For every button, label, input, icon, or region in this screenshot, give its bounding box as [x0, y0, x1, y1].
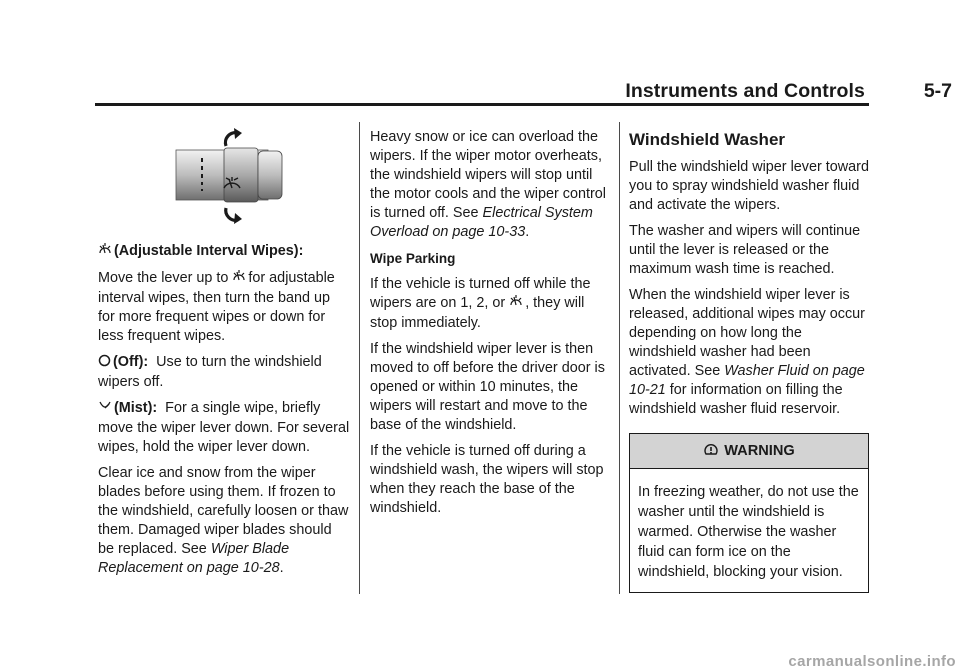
- interval-wiper-icon: [509, 294, 523, 314]
- adjustable-interval-paragraph: [98, 242, 350, 262]
- restart-paragraph: If the windshield wiper lever is then moved to off before the driver door is opened or within 10 minutes, the wipers will restart and move to the base of the windshield.: [370, 341, 605, 433]
- washer-paragraph-2: The washer and wipers will continue until the lever is released or the maximum wash time is reached.: [629, 223, 861, 277]
- header-rule: [95, 103, 869, 106]
- page-header: [0, 0, 960, 110]
- clear-ice-text: Clear ice and snow from the wiper blades before using them. If frozen to the windshield, carefully loosen or thaw them. Damaged wiper blades should be replaced. See: [98, 465, 349, 557]
- washer-paragraph-3-text: When the windshield wiper lever is released, additional wipes may occur depending on how long the windshield washer had been activated. See: [629, 287, 865, 379]
- mist-text: For a single wipe, briefly move the wiper lever down. For several wipes, hold the wiper lever down.: [98, 400, 350, 455]
- column-1: [98, 128, 350, 585]
- adjustable-text-start: Move the lever up to: [98, 270, 229, 286]
- off-label: (Off):: [113, 354, 149, 370]
- wipe-parking-text-start: If the vehicle is turned off while the wipers are on 1, 2, or: [370, 276, 591, 311]
- warning-header: [630, 434, 868, 469]
- interval-wiper-icon: [232, 269, 246, 289]
- column-3: [629, 128, 873, 593]
- mist-paragraph: [98, 399, 350, 457]
- off-paragraph: [98, 353, 350, 392]
- rotate-up-arrow-icon: [225, 128, 242, 146]
- washer-fluid-link[interactable]: Washer Fluid on page 10-21: [629, 363, 865, 398]
- warning-box: [629, 433, 869, 593]
- column-divider-1: [359, 122, 360, 594]
- column-divider-2: [619, 122, 620, 594]
- off-circle-icon: [98, 354, 111, 373]
- wash-off-paragraph: If the vehicle is turned off during a windshield wash, the wipers will stop when they reach the base of the windshield.: [370, 443, 604, 516]
- washer-paragraph-3: [629, 286, 873, 419]
- adjustable-text-end: for adjustable interval wipes, then turn the band up for more frequent wipes or down for less frequent wipes.: [98, 270, 335, 344]
- washer-paragraph-3-end: for information on filling the windshield washer fluid reservoir.: [629, 382, 843, 417]
- windshield-washer-heading: Windshield Washer: [629, 130, 786, 149]
- washer-paragraph-1: Pull the windshield wiper lever toward you to spray windshield washer fluid and activate the wipers.: [629, 159, 869, 213]
- wipe-parking-text-end: , they will stop immediately.: [370, 295, 585, 331]
- warning-text: In freezing weather, do not use the washer until the windshield is warmed. Otherwise the washer fluid can form ice on the windshield, blocking your vision.: [638, 484, 859, 580]
- mist-icon: [98, 399, 112, 419]
- wipe-parking-paragraph: [370, 275, 610, 333]
- rotate-down-arrow-icon: [226, 208, 242, 224]
- page-number: 5-7: [923, 80, 952, 102]
- wiper-blade-link[interactable]: Wiper Blade Replacement on page 10-28: [98, 541, 290, 576]
- wiper-lever-illustration: [98, 128, 350, 232]
- warning-icon: [703, 443, 719, 459]
- interval-wiper-icon: [98, 242, 112, 262]
- section-title: Instruments and Controls: [625, 80, 865, 102]
- off-text: Use to turn the windshield wipers off.: [98, 354, 322, 390]
- overload-end: .: [525, 224, 530, 240]
- electrical-overload-link[interactable]: Electrical System Overload on page 10-33: [370, 205, 593, 240]
- overload-text: Heavy snow or ice can overload the wipers. If the wiper motor overheats, the windshield wipers will stop until the motor cools and the wiper control is turned off. See: [370, 129, 606, 221]
- mist-label: (Mist):: [114, 400, 158, 416]
- clear-ice-end: .: [279, 560, 284, 576]
- watermark-logo: carmanualsonline.info: [788, 653, 956, 670]
- column-2: [370, 128, 610, 525]
- clear-ice-paragraph: [98, 464, 350, 578]
- overload-paragraph: [370, 128, 610, 242]
- adjustable-interval-text: [98, 269, 350, 346]
- wipe-parking-heading: Wipe Parking: [370, 251, 456, 266]
- adjustable-interval-heading: (Adjustable Interval Wipes):: [114, 243, 304, 259]
- warning-label: WARNING: [724, 442, 795, 459]
